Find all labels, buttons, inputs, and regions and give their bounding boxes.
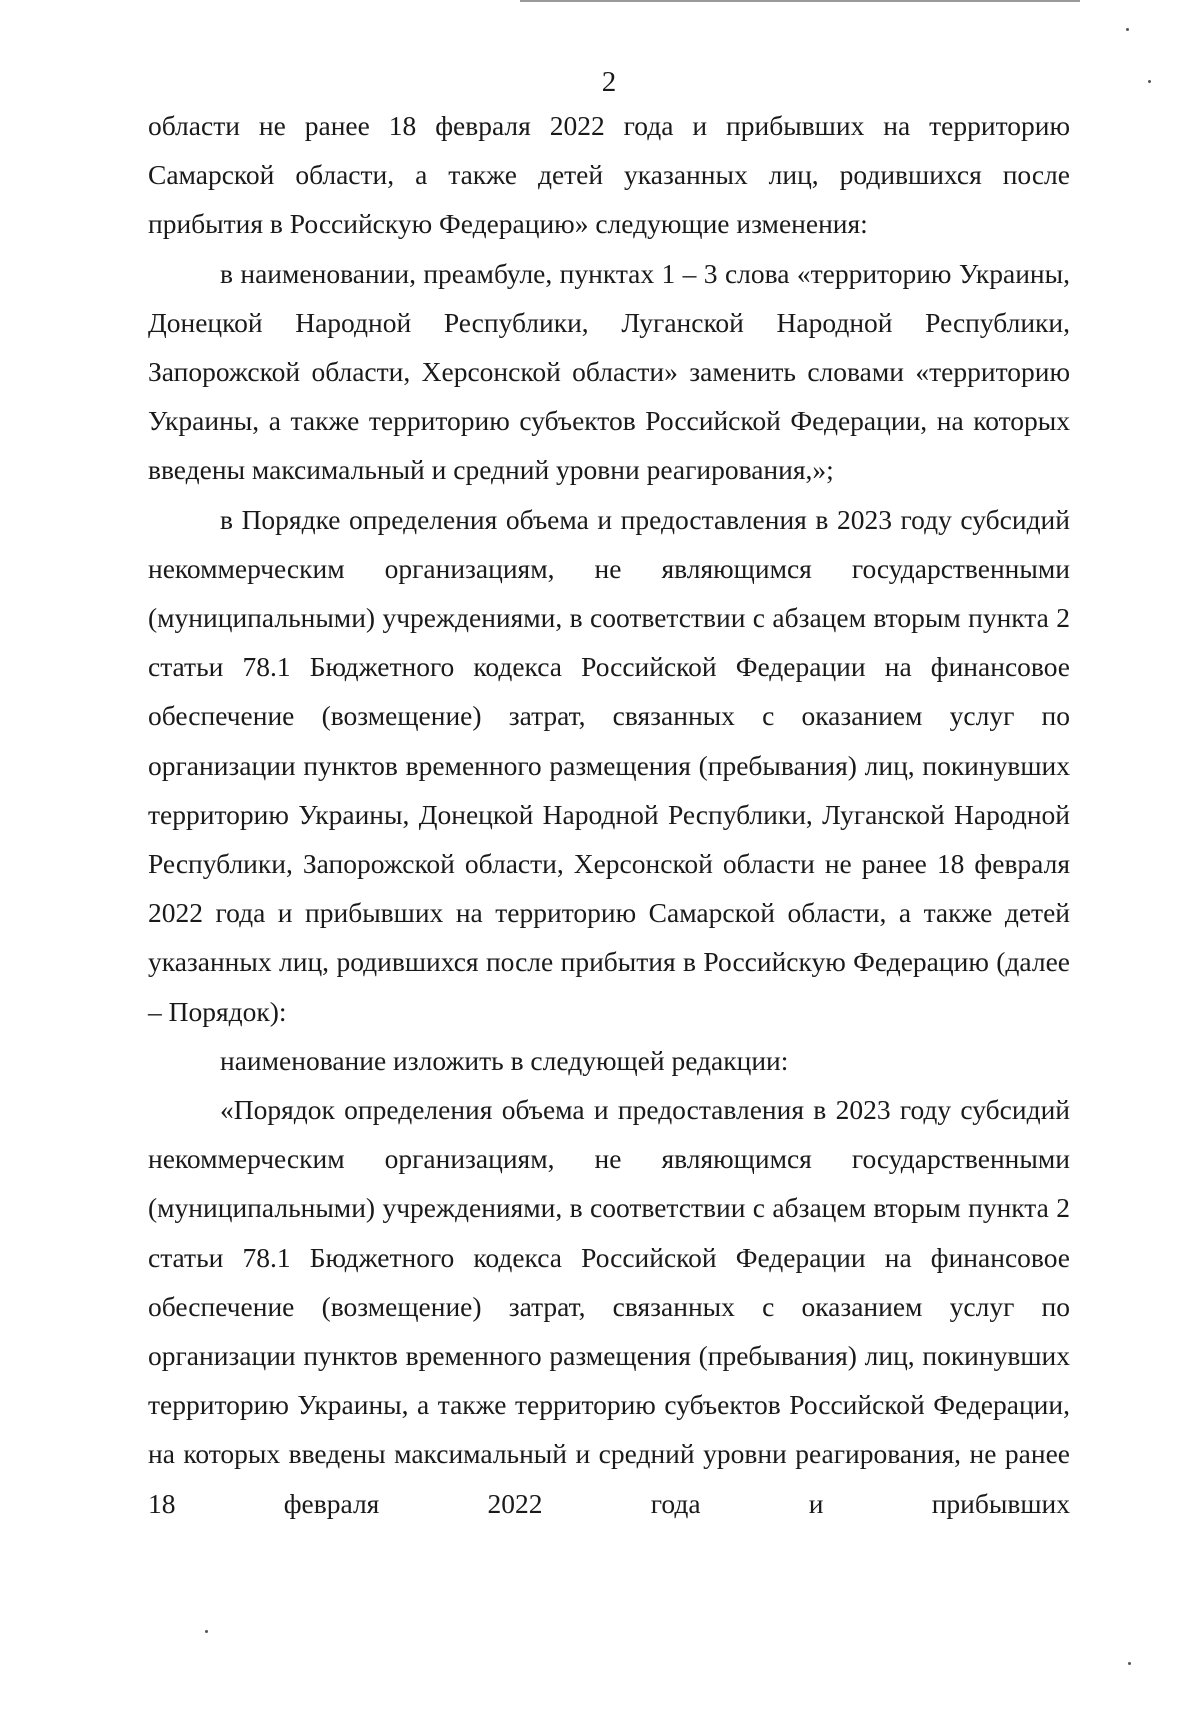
paragraph: области не ранее 18 февраля 2022 года и прибывших на территорию Самарской области, а также детей указанных лиц, родившихся после прибытия в Российскую Федерацию» следующие изменения: [148,110,1070,240]
scan-speck [1126,28,1129,31]
page-number: 2 [601,66,617,98]
scan-speck [1128,1662,1131,1665]
paragraph: в Порядке определения объема и предоставления в 2023 году субсидий некоммерческим организациям, не являющимся государственными (муниципальными) учреждениями, в соответствии с абзацем вторым пункта 2 статьи 78.1 Бюджетного кодекса Российской Федерации на финансовое обеспечение (возмещение) затрат, связанных с оказанием услуг по организации пунктов временного размещения (пребывания) лиц, покинувших территорию Украины, Донецкой Народной Республики, Луганской Народной Республики, Запорожской области, Херсонской области не ранее 18 февраля 2022 года и прибывших на территорию Самарской области, а также детей указанных лиц, родившихся после прибытия в Российскую Федерацию (далее – Порядок): [148,503,1070,1027]
paragraph: в наименовании, преамбуле, пунктах 1 – 3 слова «территорию Украины, Донецкой Народной Республики, Луганской Народной Республики, Запорожской области, Херсонской области» заменить словами «территорию Украины, а также территорию субъектов Российской Федерации, на которых введены максимальный и средний уровни реагирования,»; [148,257,1070,486]
paragraph: наименование изложить в следующей редакции: [220,1044,789,1076]
scan-speck [205,1630,208,1633]
paragraph: «Порядок определения объема и предоставления в 2023 году субсидий некоммерческим организациям, не являющимся государственными (муниципальными) учреждениями, в соответствии с абзацем вторым пункта 2 статьи 78.1 Бюджетного кодекса Российской Федерации на финансовое обеспечение (возмещение) затрат, связанных с оказанием услуг по организации пунктов временного размещения (пребывания) лиц, покинувших территорию Украины, а также территорию субъектов Российской Федерации, на которых введены максимальный и средний уровни реагирования, не ранее 18 февраля 2022 года и прибывших [148,1094,1070,1519]
scan-top-edge-line [520,0,1080,2]
document-body [148,101,1070,1528]
